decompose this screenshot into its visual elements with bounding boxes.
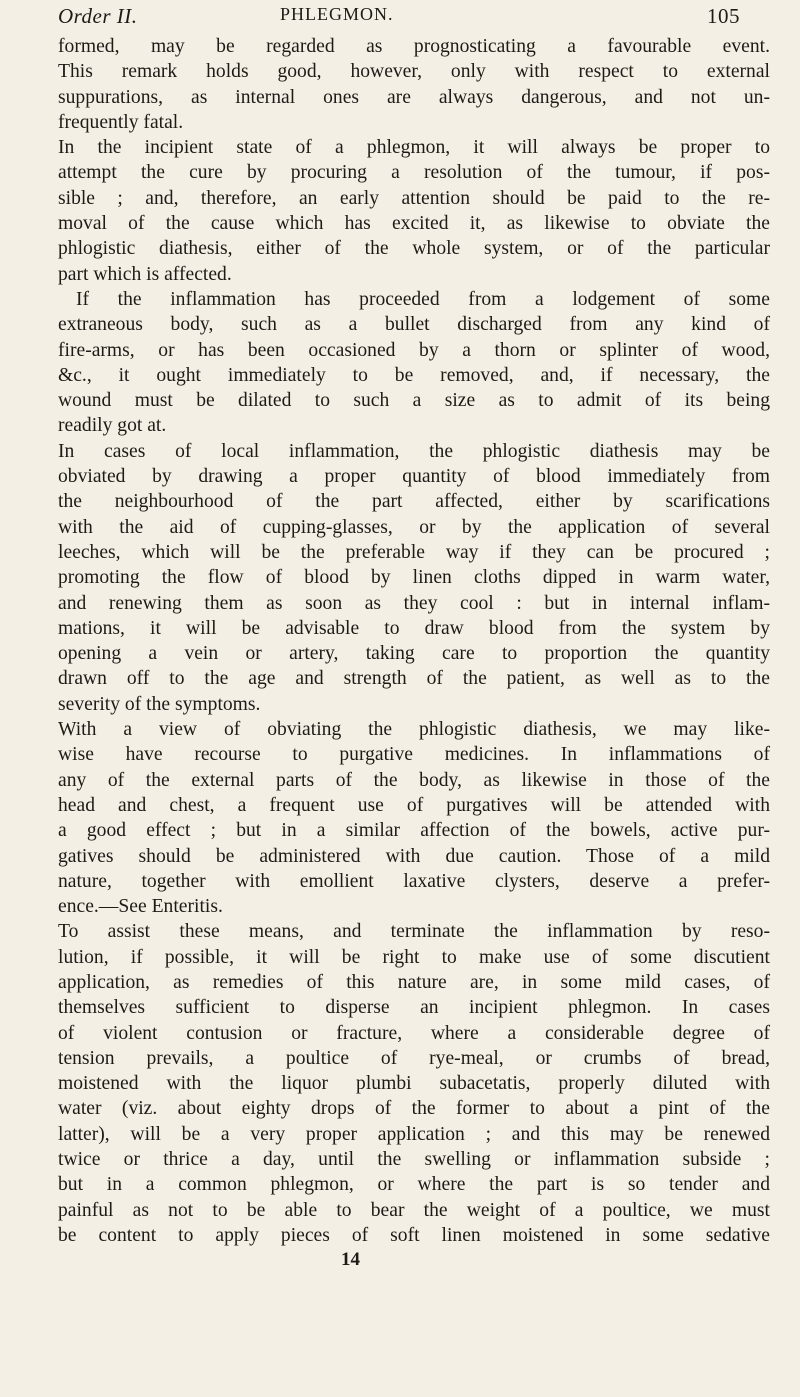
- text-line: mations, it will be advisable to draw blood from the system by: [58, 617, 770, 639]
- text-line: nature, together with emollient laxative clysters, deserve a prefer-: [58, 870, 770, 892]
- text-line: water (viz. about eighty drops of the former to about a pint of the: [58, 1098, 770, 1120]
- text-line: severity of the symptoms.: [58, 693, 261, 715]
- text-line: the neighbourhood of the part affected, either by scarifications: [58, 491, 770, 513]
- running-head-title: PHLEGMON.: [280, 4, 394, 24]
- text-line: If the inflammation has proceeded from a lodgement of some: [76, 288, 770, 310]
- text-line: moistened with the liquor plumbi subacetatis, properly diluted with: [58, 1073, 770, 1095]
- body-text: [58, 34, 770, 1248]
- text-line: of violent contusion or fracture, where a considerable degree of: [58, 1022, 770, 1044]
- signature-mark: 14: [341, 1249, 360, 1271]
- text-line: obviated by drawing a proper quantity of blood immediately from: [58, 466, 770, 488]
- text-line: wound must be dilated to such a size as to admit of its being: [58, 390, 770, 412]
- text-line: latter), will be a very proper application ; and this may be renewed: [58, 1123, 770, 1145]
- text-line: &c., it ought immediately to be removed, and, if necessary, the: [58, 364, 770, 386]
- page-number: 105: [707, 4, 740, 28]
- text-line: and renewing them as soon as they cool : but in internal inflam-: [58, 592, 770, 614]
- text-line: In the incipient state of a phlegmon, it will always be proper to: [58, 137, 770, 159]
- text-line: application, as remedies of this nature are, in some mild cases, of: [58, 971, 770, 993]
- text-line: formed, may be regarded as prognosticating a favourable event.: [58, 36, 770, 57]
- running-head: [58, 4, 770, 34]
- text-line: but in a common phlegmon, or where the part is so tender and: [58, 1174, 770, 1196]
- text-line: be content to apply pieces of soft linen moistened in some sedative: [58, 1224, 770, 1246]
- text-line: with the aid of cupping-glasses, or by the application of several: [58, 516, 770, 538]
- text-line: suppurations, as internal ones are always dangerous, and not un-: [58, 86, 770, 108]
- text-line: leeches, which will be the preferable way if they can be procured ;: [58, 541, 770, 563]
- text-line: sible ; and, therefore, an early attention should be paid to the re-: [58, 187, 770, 209]
- text-line: part which is affected.: [58, 263, 232, 285]
- text-line: readily got at.: [58, 415, 167, 437]
- text-line: lution, if possible, it will be right to make use of some discutient: [58, 946, 770, 968]
- text-line: themselves sufficient to disperse an incipient phlegmon. In cases: [58, 997, 770, 1019]
- text-line: painful as not to be able to bear the weight of a poultice, we must: [58, 1199, 770, 1221]
- text-line: frequently fatal.: [58, 111, 184, 133]
- text-line: To assist these means, and terminate the inflammation by reso-: [58, 921, 770, 943]
- text-line: This remark holds good, however, only with respect to external: [58, 61, 770, 83]
- text-line: drawn off to the age and strength of the patient, as well as to the: [58, 668, 770, 690]
- text-line: extraneous body, such as a bullet discharged from any kind of: [58, 314, 770, 336]
- text-line: ence.—See Enteritis.: [58, 896, 223, 918]
- text-line: head and chest, a frequent use of purgatives will be attended with: [58, 794, 770, 816]
- text-line: wise have recourse to purgative medicines. In inflammations of: [58, 744, 770, 766]
- text-line: promoting the flow of blood by linen cloths dipped in warm water,: [58, 567, 770, 589]
- text-line: gatives should be administered with due caution. Those of a mild: [58, 845, 770, 867]
- text-line: tension prevails, a poultice of rye-meal, or crumbs of bread,: [58, 1047, 770, 1069]
- running-head-section: Order II.: [58, 4, 138, 28]
- text-line: opening a vein or artery, taking care to proportion the quantity: [58, 643, 770, 665]
- text-line: twice or thrice a day, until the swelling or inflammation subside ;: [58, 1149, 770, 1171]
- text-line: With a view of obviating the phlogistic diathesis, we may like-: [58, 719, 770, 741]
- text-line: In cases of local inflammation, the phlogistic diathesis may be: [58, 440, 770, 462]
- text-line: a good effect ; but in a similar affection of the bowels, active pur-: [58, 820, 770, 842]
- text-line: fire-arms, or has been occasioned by a thorn or splinter of wood,: [58, 339, 770, 361]
- text-line: attempt the cure by procuring a resolution of the tumour, if pos-: [58, 162, 770, 184]
- text-line: any of the external parts of the body, as likewise in those of the: [58, 769, 770, 791]
- text-line: phlogistic diathesis, either of the whole system, or of the particular: [58, 238, 770, 260]
- text-line: moval of the cause which has excited it, as likewise to obviate the: [58, 213, 770, 235]
